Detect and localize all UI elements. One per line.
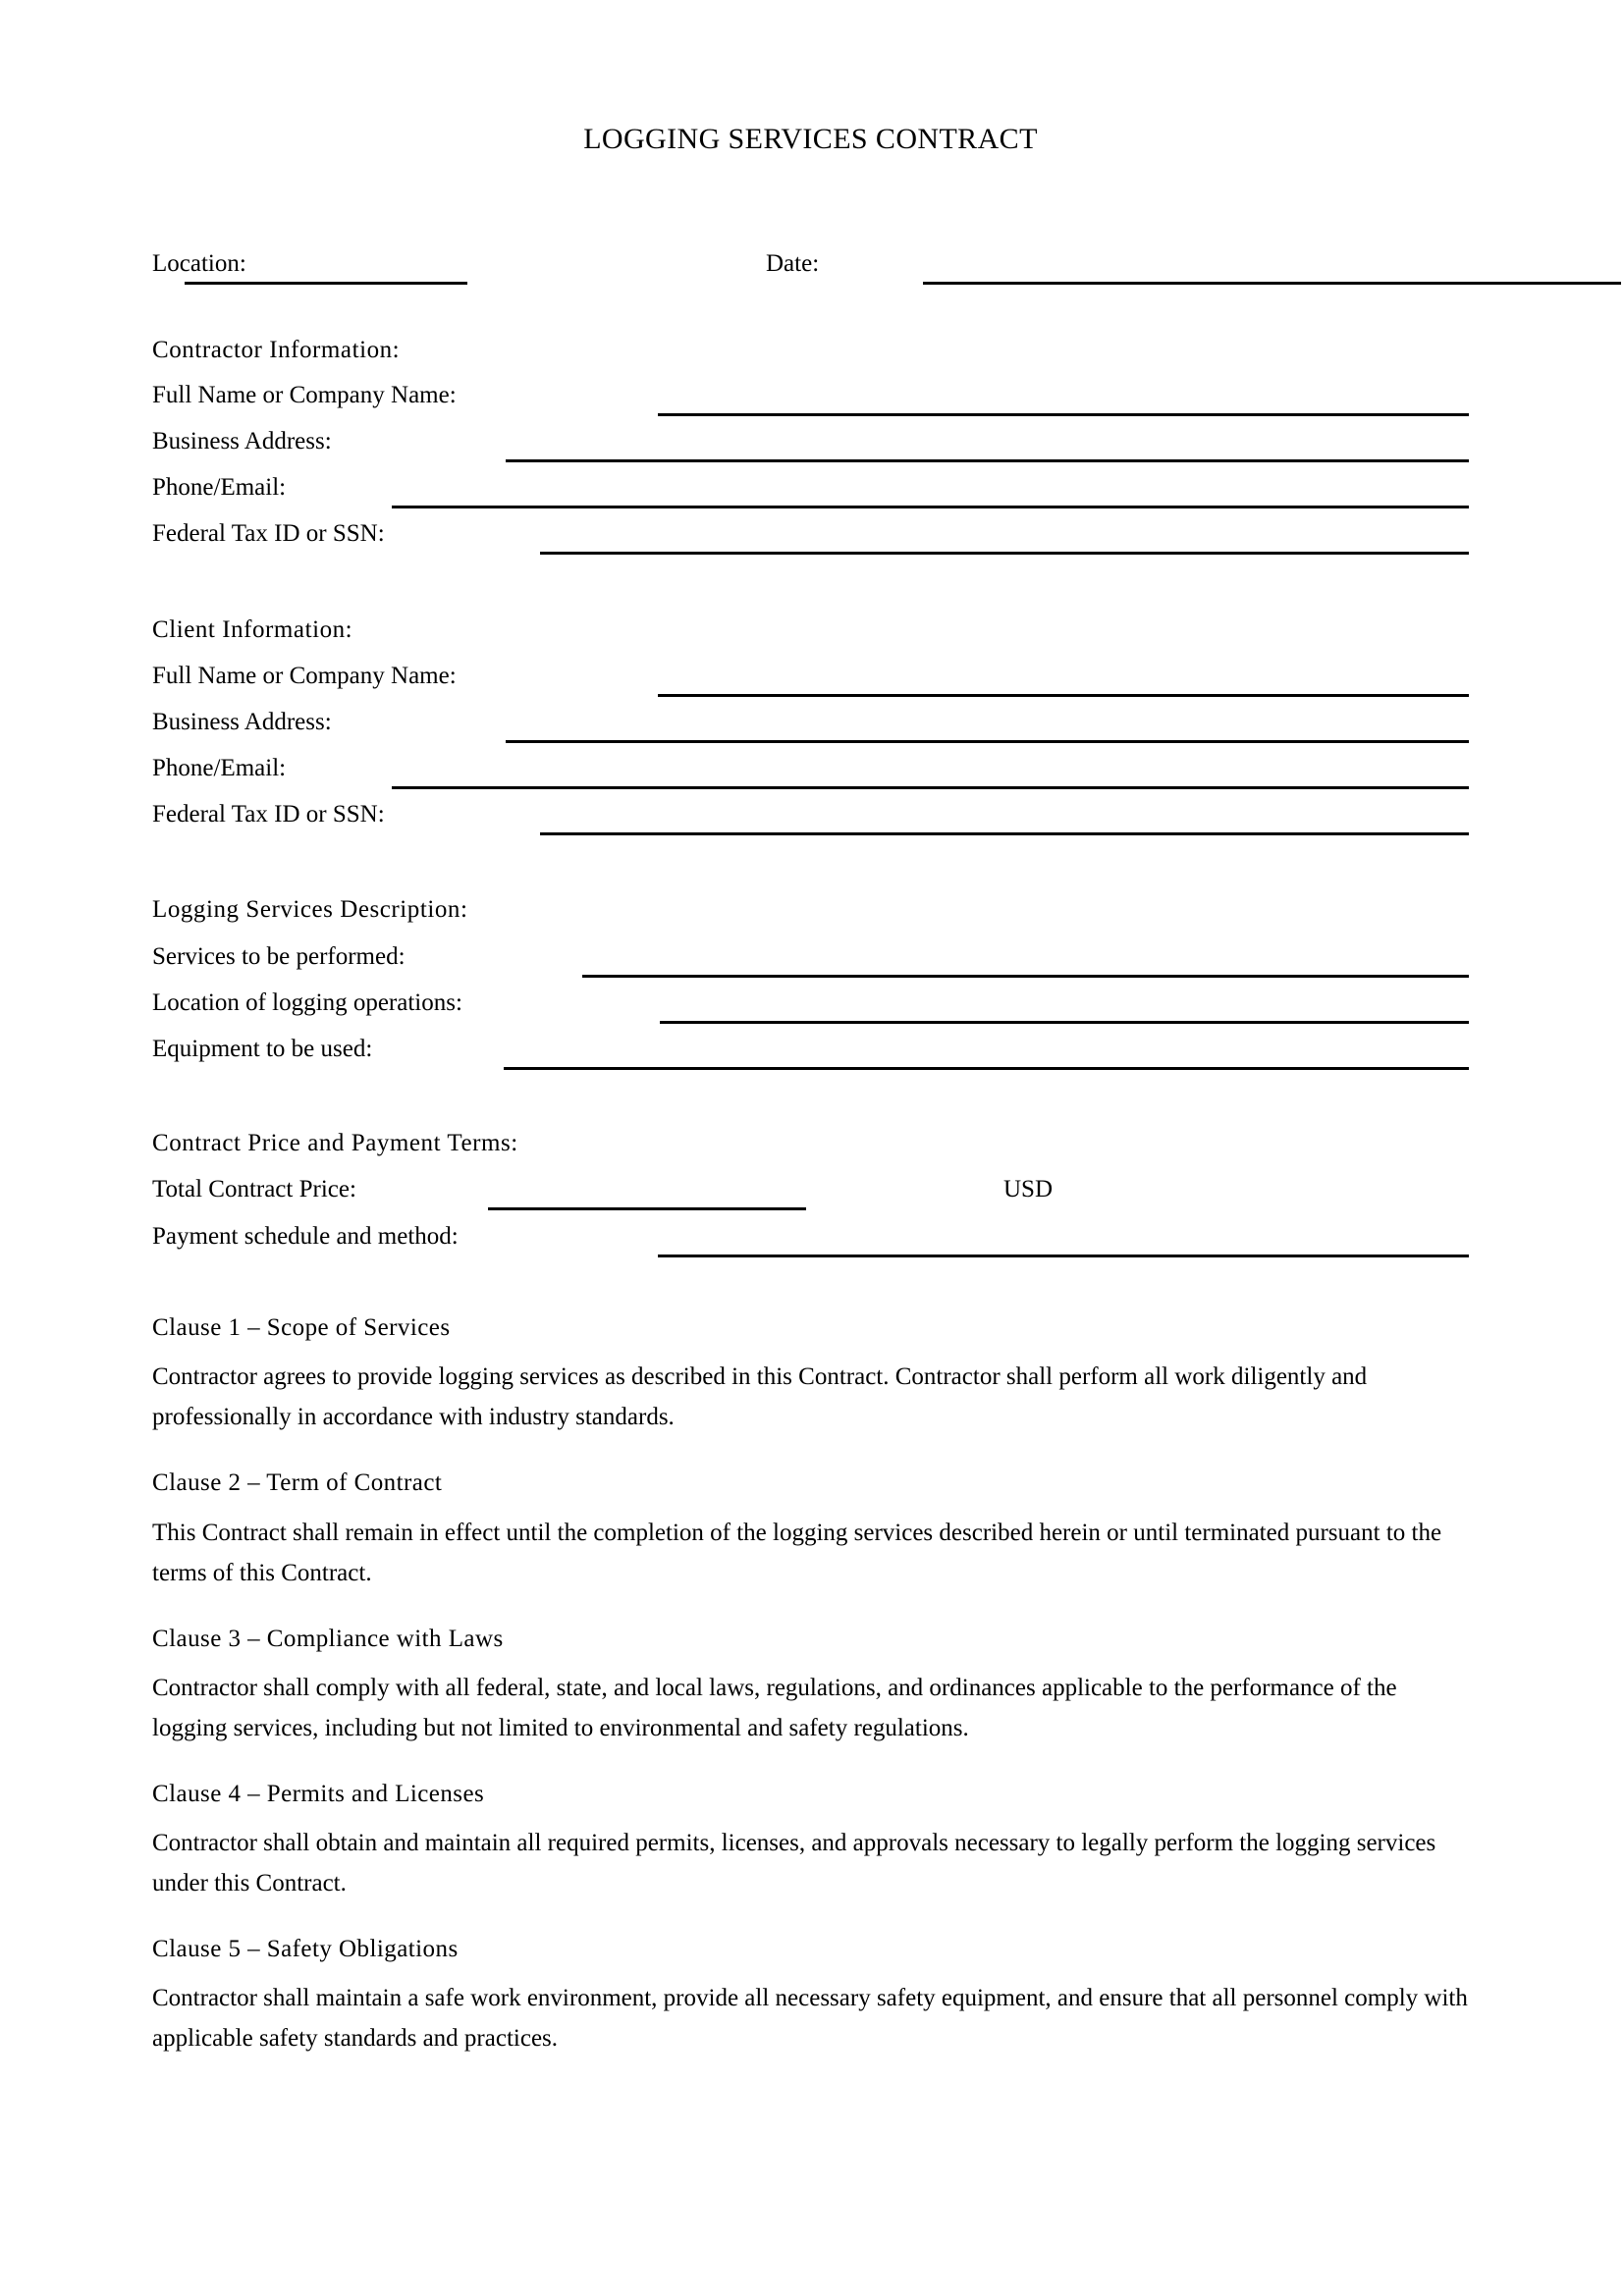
contractor-section-heading: Contractor Information: — [152, 337, 401, 363]
contractor-tax-id-row — [152, 517, 1469, 553]
clause-body: Contractor shall comply with all federal, state, and local laws, regulations, and ordinances applicable to the performance of the logging services, including but not limited to environmental and safety regulations. — [152, 1675, 1397, 1741]
page-title: LOGGING SERVICES CONTRACT — [583, 123, 1038, 155]
client-full-name-label: Full Name or Company Name: — [152, 663, 457, 689]
equipment-row — [152, 1033, 1469, 1068]
clause-body: This Contract shall remain in effect until the completion of the logging services described herein or until terminated pursuant to the terms of this Contract. — [152, 1520, 1442, 1586]
clause-body: Contractor shall obtain and maintain all required permits, licenses, and approvals necessary to legally perform the logging services under this Contract. — [152, 1830, 1436, 1896]
contractor-business-address-label: Business Address: — [152, 428, 332, 454]
clause-title: Clause 3 – Compliance with Laws — [152, 1626, 504, 1652]
services-section-heading: Logging Services Description: — [152, 896, 468, 923]
contractor-full-name-input-rule[interactable] — [658, 413, 1469, 416]
client-full-name-row — [152, 660, 1469, 695]
clause-title: Clause 1 – Scope of Services — [152, 1314, 451, 1341]
client-tax-id-label: Federal Tax ID or SSN: — [152, 801, 385, 828]
client-phone-email-input-rule[interactable] — [392, 786, 1469, 789]
equipment-input-rule[interactable] — [504, 1067, 1469, 1070]
payment-schedule-input-rule[interactable] — [658, 1255, 1469, 1257]
contractor-full-name-label: Full Name or Company Name: — [152, 382, 457, 408]
client-section-heading: Client Information: — [152, 616, 353, 643]
contractor-phone-email-label: Phone/Email: — [152, 474, 287, 501]
contractor-phone-email-input-rule[interactable] — [392, 506, 1469, 508]
clause-title: Clause 2 – Term of Contract — [152, 1469, 443, 1496]
clause-body: Contractor shall maintain a safe work environment, provide all necessary safety equipment, and ensure that all personnel comply with applicable safety standards and practices. — [152, 1985, 1468, 2052]
clause-body: Contractor agrees to provide logging services as described in this Contract. Contractor shall perform all work diligently and professionally in accordance with industry standards. — [152, 1363, 1368, 1430]
services-performed-input-rule[interactable] — [582, 975, 1469, 978]
client-business-address-row — [152, 706, 1469, 741]
date-label: Date: — [766, 250, 820, 277]
client-business-address-label: Business Address: — [152, 709, 332, 735]
clause-title: Clause 4 – Permits and Licenses — [152, 1781, 485, 1807]
payment-schedule-label: Payment schedule and method: — [152, 1223, 459, 1250]
client-business-address-input-rule[interactable] — [506, 740, 1469, 743]
equipment-label: Equipment to be used: — [152, 1036, 373, 1062]
location-operations-label: Location of logging operations: — [152, 989, 462, 1016]
location-field-row — [152, 247, 1469, 283]
client-tax-id-input-rule[interactable] — [540, 832, 1469, 835]
client-phone-email-row — [152, 752, 1469, 787]
total-price-label: Total Contract Price: — [152, 1176, 356, 1202]
location-operations-input-rule[interactable] — [660, 1021, 1469, 1024]
client-tax-id-row — [152, 798, 1469, 833]
location-input-rule[interactable] — [185, 282, 467, 285]
date-input-rule[interactable] — [923, 282, 1621, 285]
clause-title: Clause 5 – Safety Obligations — [152, 1936, 459, 1962]
services-performed-row — [152, 940, 1469, 976]
services-performed-label: Services to be performed: — [152, 943, 406, 970]
location-label: Location: — [152, 250, 246, 277]
price-section-heading: Contract Price and Payment Terms: — [152, 1130, 518, 1156]
contractor-tax-id-input-rule[interactable] — [540, 552, 1469, 555]
contractor-business-address-row — [152, 425, 1469, 460]
payment-schedule-row — [152, 1220, 1469, 1255]
contractor-tax-id-label: Federal Tax ID or SSN: — [152, 520, 385, 547]
contractor-business-address-input-rule[interactable] — [506, 459, 1469, 462]
location-operations-row — [152, 987, 1469, 1022]
total-price-input-rule[interactable] — [488, 1207, 806, 1210]
currency-label: USD — [1003, 1176, 1054, 1202]
total-price-row — [152, 1173, 1469, 1208]
client-full-name-input-rule[interactable] — [658, 694, 1469, 697]
client-phone-email-label: Phone/Email: — [152, 755, 287, 781]
contractor-full-name-row — [152, 379, 1469, 414]
contractor-phone-email-row — [152, 471, 1469, 507]
